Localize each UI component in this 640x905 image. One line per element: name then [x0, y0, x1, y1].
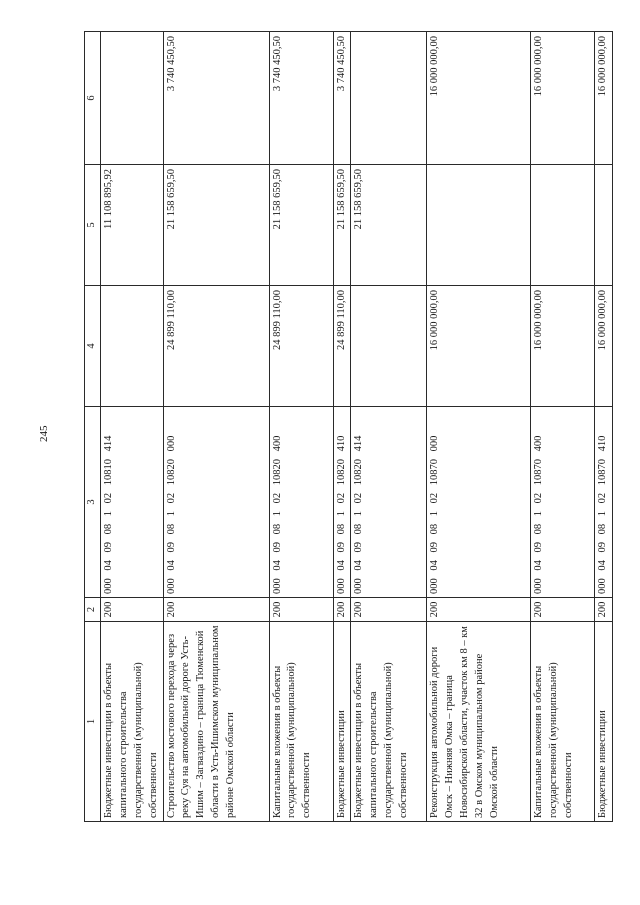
row-name-cell: Капитальные вложения в объекты государственной (муниципальной) собственности	[269, 622, 333, 822]
table-row	[427, 32, 531, 822]
row-code-cell: 000 04 09 08 1 02 10870 000	[427, 407, 531, 598]
row-plan-value-cell	[351, 286, 427, 407]
table-row	[531, 32, 595, 822]
row-plan-value-cell: 16 000 000,00	[531, 286, 595, 407]
header-col-4: 4	[85, 286, 101, 407]
header-col-2: 2	[85, 598, 101, 622]
row-executed-value-cell	[427, 165, 531, 286]
row-plan-value-cell: 16 000 000,00	[595, 286, 613, 407]
row-name-cell: Бюджетные инвестиции	[333, 622, 351, 822]
row-name-cell: Реконструкция автомобильной дороги Омск – Нижняя Омка – граница Новосибирской области, участок км 8 – км 32 в Омском муниципальном районе Омской области	[427, 622, 531, 822]
row-name-cell: Бюджетные инвестиции в объекты капитального строительства государственной (муниципальной) собственности	[100, 622, 163, 822]
row-code-cell: 000 04 09 08 1 02 10820 400	[269, 407, 333, 598]
table-row	[351, 32, 427, 822]
row-kind-cell: 200	[100, 598, 163, 622]
row-code-cell: 000 04 09 08 1 02 10820 000	[163, 407, 269, 598]
header-row	[85, 32, 101, 822]
budget-table	[84, 31, 613, 822]
row-remaining-value-cell: 16 000 000,00	[531, 32, 595, 165]
row-name-cell: Капитальные вложения в объекты государственной (муниципальной) собственности	[531, 622, 595, 822]
row-executed-value-cell: 11 108 895,92	[100, 165, 163, 286]
header-col-6: 6	[85, 32, 101, 165]
header-col-3: 3	[85, 407, 101, 598]
row-remaining-value-cell	[351, 32, 427, 165]
row-code-cell: 000 04 09 08 1 02 10820 414	[351, 407, 427, 598]
row-kind-cell: 200	[427, 598, 531, 622]
header-col-1: 1	[85, 622, 101, 822]
header-col-5: 5	[85, 165, 101, 286]
row-remaining-value-cell: 3 740 450,50	[269, 32, 333, 165]
table-row	[100, 32, 163, 822]
row-plan-value-cell: 24 899 110,00	[163, 286, 269, 407]
row-kind-cell: 200	[351, 598, 427, 622]
row-remaining-value-cell	[100, 32, 163, 165]
table-row	[163, 32, 269, 822]
row-executed-value-cell: 21 158 659,50	[269, 165, 333, 286]
row-executed-value-cell	[595, 165, 613, 286]
row-kind-cell: 200	[333, 598, 351, 622]
row-executed-value-cell	[531, 165, 595, 286]
row-name-cell: Бюджетные инвестиции в объекты капитального строительства государственной (муниципальной) собственности	[351, 622, 427, 822]
row-code-cell: 000 04 09 08 1 02 10820 410	[333, 407, 351, 598]
row-code-cell: 000 04 09 08 1 02 10870 400	[531, 407, 595, 598]
row-executed-value-cell: 21 158 659,50	[351, 165, 427, 286]
row-remaining-value-cell: 3 740 450,50	[333, 32, 351, 165]
table-row	[269, 32, 333, 822]
row-executed-value-cell: 21 158 659,50	[333, 165, 351, 286]
rotated-budget-table-container	[84, 32, 609, 822]
row-plan-value-cell: 24 899 110,00	[269, 286, 333, 407]
row-name-cell: Строительство мостового перехода через реку Суя на автомобильной дороге Усть-Ишим – Загваздино – граница Тюменской области в Усть-Ишимском муниципальном районе Омской области	[163, 622, 269, 822]
table-row	[595, 32, 613, 822]
row-kind-cell: 200	[269, 598, 333, 622]
row-executed-value-cell: 21 158 659,50	[163, 165, 269, 286]
row-remaining-value-cell: 16 000 000,00	[595, 32, 613, 165]
row-kind-cell: 200	[531, 598, 595, 622]
row-plan-value-cell: 24 899 110,00	[333, 286, 351, 407]
row-remaining-value-cell: 3 740 450,50	[163, 32, 269, 165]
row-name-cell: Бюджетные инвестиции	[595, 622, 613, 822]
page-number: 245	[38, 425, 50, 442]
row-remaining-value-cell: 16 000 000,00	[427, 32, 531, 165]
row-kind-cell: 200	[595, 598, 613, 622]
row-kind-cell: 200	[163, 598, 269, 622]
row-code-cell: 000 04 09 08 1 02 10810 414	[100, 407, 163, 598]
table-row	[333, 32, 351, 822]
row-plan-value-cell: 16 000 000,00	[427, 286, 531, 407]
row-plan-value-cell	[100, 286, 163, 407]
row-code-cell: 000 04 09 08 1 02 10870 410	[595, 407, 613, 598]
